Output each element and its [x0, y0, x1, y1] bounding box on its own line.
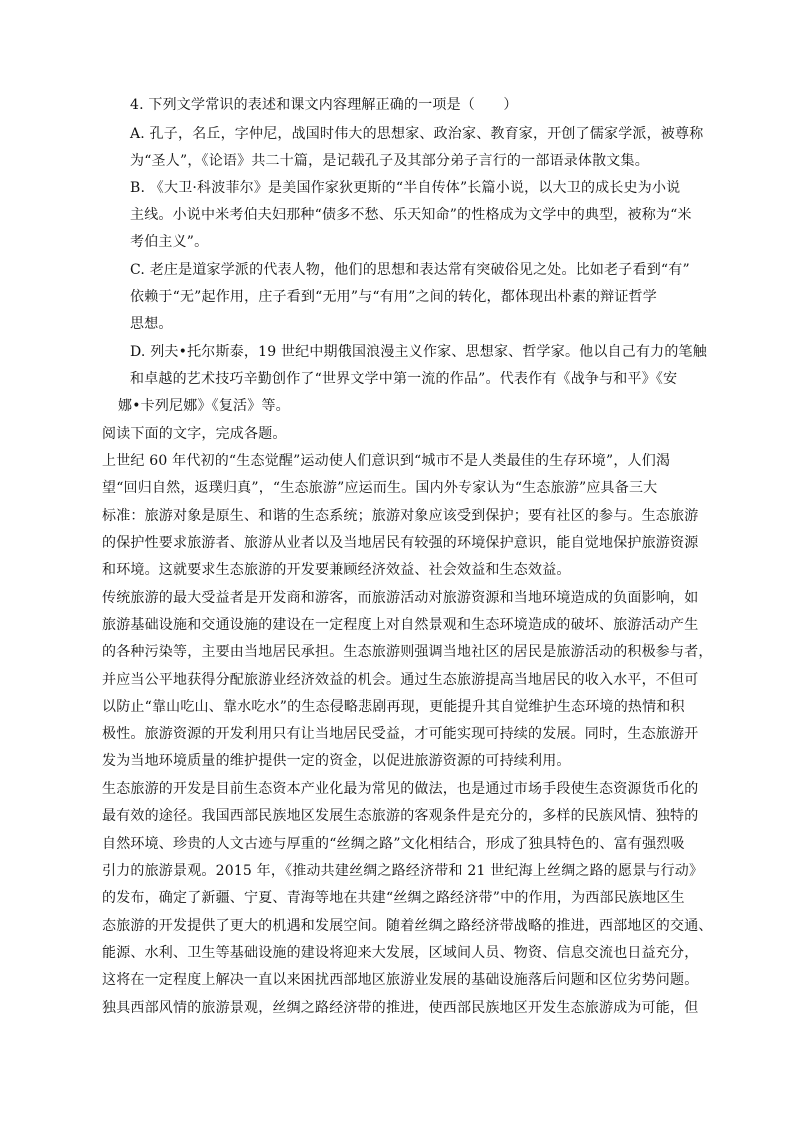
- paragraph-line: 极性。旅游资源的开发利用只有让当地居民受益，才可能实现可持续的发展。同时，生态旅游开: [102, 726, 699, 742]
- option-line: B. 《大卫·科波菲尔》是美国作家狄更斯的“半自传体”长篇小说，以大卫的成长史为小说: [130, 180, 681, 196]
- paragraph-line: 能源、水利、卫生等基础设施的建设将迎来大发展，区域间人员、物资、信息交流也日益充分，: [102, 945, 699, 961]
- option-line: D. 列夫•托尔斯泰，19 世纪中期俄国浪漫主义作家、思想家、哲学家。他以自己有力的笔触: [130, 344, 707, 360]
- paragraph-line: 态旅游的开发提供了更大的机遇和发展空间。随着丝绸之路经济带战略的推进，西部地区的交通、: [102, 918, 713, 934]
- paragraph-line: 的各种污染等，主要由当地居民承担。生态旅游则强调当地社区的居民是旅游活动的积极参与者，: [102, 644, 713, 660]
- paragraph-line: 上世纪 60 年代初的“生态觉醒”运动使人们意识到“城市不是人类最佳的生存环境”，人们渴: [102, 453, 671, 469]
- option-line: 思想。: [130, 316, 173, 332]
- paragraph-line: 引力的旅游景观。2015 年，《推动共建丝绸之路经济带和 21 世纪海上丝绸之路的愿景与行动》: [102, 863, 704, 879]
- option-line: 和卓越的艺术技巧辛勤创作了“世界文学中第一流的作品”。代表作有《战争与和平》《安: [130, 371, 678, 387]
- paragraph-line: 的发布，确定了新疆、宁夏、青海等地在共建“丝绸之路经济带”中的作用，为西部民族地区生: [102, 890, 685, 906]
- paragraph-line: 最有效的途径。我国西部民族地区发展生态旅游的客观条件是充分的，多样的民族风情、独特的: [102, 808, 699, 824]
- option-line: 主线。小说中米考伯夫妇那种“债多不愁、乐天知命”的性格成为文学中的典型，被称为“米: [130, 207, 692, 223]
- paragraph-line: 和环境。这就要求生态旅游的开发要兼顾经济效益、社会效益和生态效益。: [102, 562, 571, 578]
- question-stem: 4. 下列文学常识的表述和课文内容理解正确的一项是（ ）: [130, 97, 518, 113]
- paragraph-line: 旅游基础设施和交通设施的建设在一定程度上对自然景观和生态环境造成的破坏、旅游活动产生: [102, 617, 699, 633]
- paragraph-line: 望“回归自然，返璞归真”，“生态旅游”应运而生。国内外专家认为“生态旅游”应具备三大: [102, 480, 658, 496]
- reading-intro: 阅读下面的文字，完成各题。: [102, 426, 287, 442]
- paragraph-line: 的保护性要求旅游者、旅游从业者以及当地居民有较强的环境保护意识，能自觉地保护旅游资源: [102, 535, 699, 551]
- paragraph-line: 以防止“靠山吃山、靠水吃水”的生态侵略悲剧再现，更能提升其自觉维护生态环境的热情和积: [102, 699, 685, 715]
- option-line: 考伯主义”。: [130, 234, 209, 250]
- option-line: 依赖于“无”起作用，庄子看到“无用”与“有用”之间的转化，都体现出朴素的辩证哲学: [130, 289, 657, 305]
- paragraph-line: 标准：旅游对象是原生、和谐的生态系统；旅游对象应该受到保护；要有社区的参与。生态旅游: [102, 508, 699, 524]
- option-line: A. 孔子，名丘，字仲尼，战国时伟大的思想家、政治家、教育家，开创了儒家学派，被尊称: [130, 126, 704, 142]
- paragraph-line: 这将在一定程度上解决一直以来困扰西部地区旅游业发展的基础设施落后问题和区位劣势问题。: [102, 972, 699, 988]
- paragraph-line: 传统旅游的最大受益者是开发商和游客，而旅游活动对旅游资源和当地环境造成的负面影响，如: [102, 590, 699, 606]
- paragraph-line: 并应当公平地获得分配旅游业经济效益的机会。通过生态旅游提高当地居民的收入水平，不但可: [102, 672, 699, 688]
- option-line: 为“圣人”，《论语》共二十篇，是记载孔子及其部分弟子言行的一部语录体散文集。: [130, 153, 649, 169]
- paragraph-line: 自然环境、珍贵的人文古迹与厚重的“丝绸之路”文化相结合，形成了独具特色的、富有强烈吸: [102, 836, 685, 852]
- paragraph-line: 发为当地环境质量的维护提供一定的资金，以促进旅游资源的可持续利用。: [102, 753, 571, 769]
- option-line: C. 老庄是道家学派的代表人物，他们的思想和表达常有突破俗见之处。比如老子看到“有”: [130, 262, 690, 278]
- option-line: 娜•卡列尼娜》《复活》等。: [118, 398, 290, 414]
- paragraph-line: 独具西部风情的旅游景观，丝绸之路经济带的推进，使西部民族地区开发生态旅游成为可能，但: [102, 1000, 699, 1016]
- paragraph-line: 生态旅游的开发是目前生态资本产业化最为常见的做法，也是通过市场手段使生态资源货币化的: [102, 781, 699, 797]
